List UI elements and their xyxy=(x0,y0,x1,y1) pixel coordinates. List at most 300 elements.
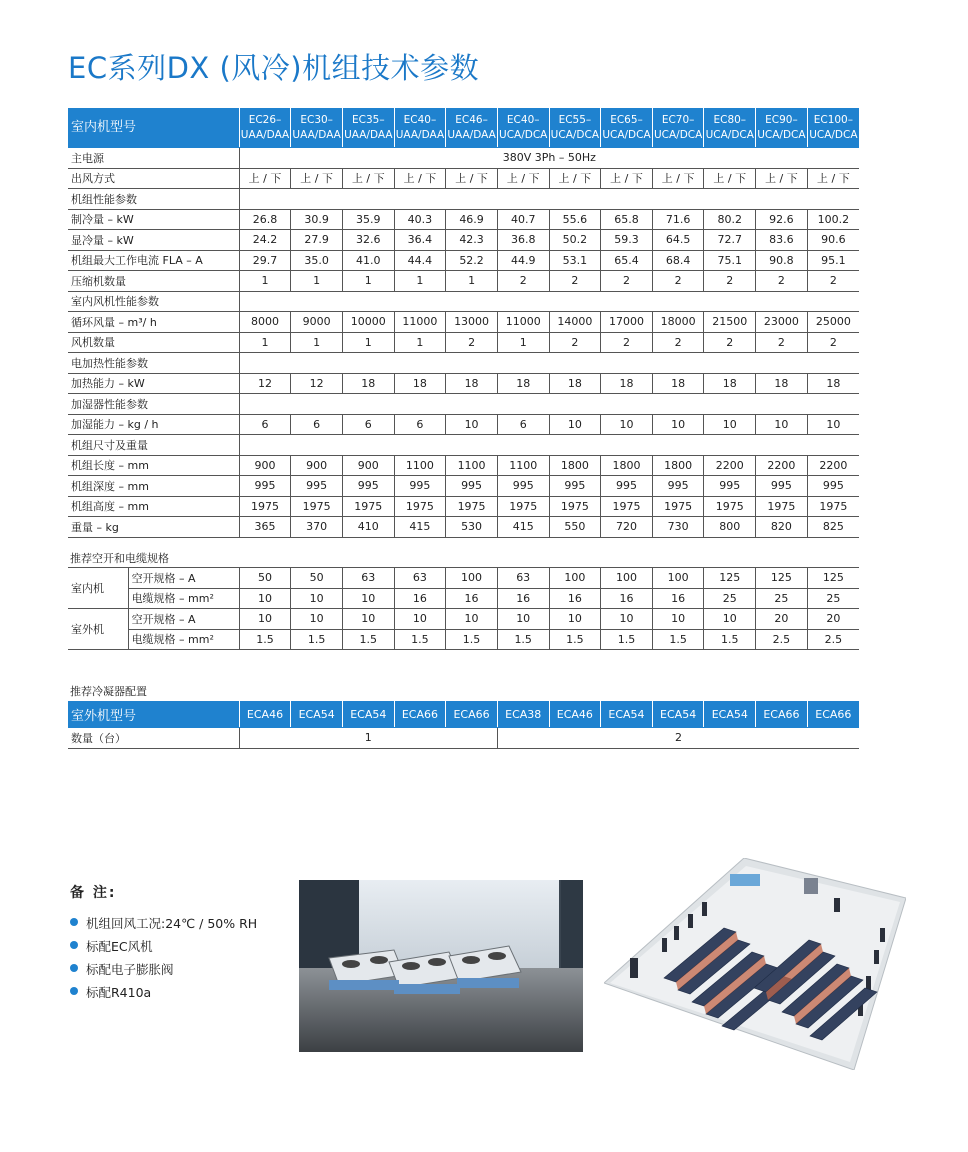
table-row xyxy=(68,230,859,251)
value-cell: 365 xyxy=(239,517,291,538)
value-cell: 25 xyxy=(807,588,859,609)
value-cell: 18 xyxy=(549,373,601,394)
model-name: EC26– xyxy=(248,113,282,126)
value-cell: 1975 xyxy=(601,496,653,517)
value-cell: 44.4 xyxy=(394,250,446,271)
value-cell: 1975 xyxy=(497,496,549,517)
value-cell: 65.8 xyxy=(601,209,653,230)
value-cell: 10 xyxy=(394,609,446,630)
value-cell: 75.1 xyxy=(704,250,756,271)
value-cell: 995 xyxy=(549,476,601,497)
value-cell: 2200 xyxy=(807,455,859,476)
model-header xyxy=(601,108,653,148)
value-cell: 1 xyxy=(291,332,343,353)
row-label: 显冷量 – kW xyxy=(68,230,239,251)
model-header: ECA54 xyxy=(652,701,704,728)
value-cell: 2.5 xyxy=(756,629,808,650)
note-item xyxy=(70,960,257,975)
model-header xyxy=(394,108,446,148)
model-name: EC80– xyxy=(713,113,747,126)
model-header xyxy=(497,108,549,148)
model-header: ECA54 xyxy=(291,701,343,728)
model-name: EC46– xyxy=(455,113,488,126)
value-cell: 68.4 xyxy=(652,250,704,271)
value-cell: 2 xyxy=(601,332,653,353)
value-cell: 2 xyxy=(756,271,808,292)
row-label: 空开规格 – A xyxy=(128,609,239,630)
value-cell: 6 xyxy=(394,414,446,435)
value-cell: 9000 xyxy=(291,312,343,333)
table-row xyxy=(68,353,859,374)
value-cell: 900 xyxy=(342,455,394,476)
table-row xyxy=(68,476,859,497)
table-row xyxy=(68,496,859,517)
value-cell: 2 xyxy=(807,271,859,292)
value-cell: 995 xyxy=(446,476,498,497)
model-variant: UCA/DCA xyxy=(757,128,806,141)
value-cell: 59.3 xyxy=(601,230,653,251)
value-cell: 1975 xyxy=(291,496,343,517)
value-cell: 1.5 xyxy=(291,629,343,650)
value-cell: 上 / 下 xyxy=(394,168,446,189)
value-cell: 10000 xyxy=(342,312,394,333)
value-cell: 11000 xyxy=(394,312,446,333)
row-label: 空开规格 – A xyxy=(128,568,239,589)
bullet-icon xyxy=(70,918,78,926)
model-variant: UCA/DCA xyxy=(653,128,703,141)
table-row xyxy=(68,271,859,292)
value-cell: 995 xyxy=(497,476,549,497)
value-cell: 10 xyxy=(549,609,601,630)
value-cell: 46.9 xyxy=(446,209,498,230)
model-name: EC30– xyxy=(300,113,333,126)
datacenter-illustration xyxy=(604,858,906,1070)
value-cell: 上 / 下 xyxy=(756,168,808,189)
model-header: ECA38 xyxy=(497,701,549,728)
value-cell: 17000 xyxy=(601,312,653,333)
value-cell: 55.6 xyxy=(549,209,601,230)
value-cell: 995 xyxy=(342,476,394,497)
value-cell: 820 xyxy=(756,517,808,538)
value-cell: 1.5 xyxy=(394,629,446,650)
value-cell: 63 xyxy=(394,568,446,589)
value-cell: 40.7 xyxy=(497,209,549,230)
value-cell: 35.9 xyxy=(342,209,394,230)
row-label: 电缆规格 – mm² xyxy=(128,629,239,650)
value-cell: 995 xyxy=(807,476,859,497)
value-cell: 6 xyxy=(497,414,549,435)
value-cell: 1.5 xyxy=(239,629,291,650)
header-label: 室内机型号 xyxy=(68,108,239,148)
note-text: 标配R410a xyxy=(86,985,152,1000)
value-cell: 995 xyxy=(652,476,704,497)
value-cell: 上 / 下 xyxy=(704,168,756,189)
model-header: ECA46 xyxy=(239,701,291,728)
value-cell: 上 / 下 xyxy=(239,168,291,189)
value-cell: 10 xyxy=(497,609,549,630)
value-cell: 16 xyxy=(497,588,549,609)
value-cell: 25 xyxy=(756,588,808,609)
model-variant: UCA/DCA xyxy=(809,128,858,141)
value-cell: 18 xyxy=(342,373,394,394)
value-cell: 1100 xyxy=(497,455,549,476)
value-cell: 2 xyxy=(652,332,704,353)
value-cell: 90.6 xyxy=(807,230,859,251)
value-cell: 95.1 xyxy=(807,250,859,271)
value-cell: 2 xyxy=(446,332,498,353)
value-cell: 900 xyxy=(239,455,291,476)
table-row xyxy=(68,517,859,538)
page-title: EC系列DX (风冷)机组技术参数 xyxy=(68,51,480,85)
value-cell: 1 xyxy=(291,271,343,292)
section-label: 机组尺寸及重量 xyxy=(68,435,239,456)
value-cell: 10 xyxy=(239,588,291,609)
value-cell: 18 xyxy=(497,373,549,394)
value-cell: 50.2 xyxy=(549,230,601,251)
value-cell: 2.5 xyxy=(807,629,859,650)
value-cell: 23000 xyxy=(756,312,808,333)
value-cell: 1800 xyxy=(549,455,601,476)
value-cell: 18 xyxy=(652,373,704,394)
model-variant: UCA/DCA xyxy=(550,128,600,141)
value-cell: 16 xyxy=(601,588,653,609)
model-header xyxy=(756,108,808,148)
model-name: EC90– xyxy=(765,113,798,126)
value-cell: 29.7 xyxy=(239,250,291,271)
value-cell: 1.5 xyxy=(601,629,653,650)
note-item xyxy=(70,983,257,998)
row-label: 风机数量 xyxy=(68,332,239,353)
value-cell: 80.2 xyxy=(704,209,756,230)
row-label: 制冷量 – kW xyxy=(68,209,239,230)
span-value: 380V 3Ph – 50Hz xyxy=(239,148,859,169)
condenser-title: 推荐冷凝器配置 xyxy=(70,685,147,698)
row-label: 数量（台） xyxy=(68,728,239,749)
model-header: ECA54 xyxy=(342,701,394,728)
value-cell: 410 xyxy=(342,517,394,538)
table-row xyxy=(68,435,859,456)
value-cell: 1975 xyxy=(807,496,859,517)
model-variant: UAA/DAA xyxy=(447,128,496,141)
model-header xyxy=(807,108,859,148)
value-cell: 上 / 下 xyxy=(342,168,394,189)
table-row xyxy=(68,455,859,476)
value-cell: 25000 xyxy=(807,312,859,333)
model-name: EC70– xyxy=(661,113,695,126)
value-cell: 41.0 xyxy=(342,250,394,271)
value-cell: 995 xyxy=(394,476,446,497)
value-cell: 18 xyxy=(394,373,446,394)
note-item xyxy=(70,914,257,929)
value-cell: 1.5 xyxy=(446,629,498,650)
model-header: ECA66 xyxy=(756,701,808,728)
value-cell: 13000 xyxy=(446,312,498,333)
value-cell: 995 xyxy=(291,476,343,497)
value-cell: 18000 xyxy=(652,312,704,333)
value-cell: 10 xyxy=(446,609,498,630)
value-cell: 1 xyxy=(497,332,549,353)
value-cell: 12 xyxy=(239,373,291,394)
value-cell: 995 xyxy=(239,476,291,497)
value-cell: 71.6 xyxy=(652,209,704,230)
section-label: 加湿器性能参数 xyxy=(68,394,239,415)
value-cell: 11000 xyxy=(497,312,549,333)
value-cell: 20 xyxy=(807,609,859,630)
value-cell: 995 xyxy=(704,476,756,497)
value-cell: 18 xyxy=(807,373,859,394)
value-cell: 1975 xyxy=(652,496,704,517)
model-header: ECA54 xyxy=(601,701,653,728)
value-cell: 1.5 xyxy=(497,629,549,650)
value-cell: 720 xyxy=(601,517,653,538)
row-label: 重量 – kg xyxy=(68,517,239,538)
section-filler xyxy=(239,353,859,374)
value-cell: 35.0 xyxy=(291,250,343,271)
value-cell: 2 xyxy=(807,332,859,353)
row-label: 机组最大工作电流 FLA – A xyxy=(68,250,239,271)
value-cell: 上 / 下 xyxy=(291,168,343,189)
value-cell: 125 xyxy=(756,568,808,589)
qty-cell: 2 xyxy=(497,728,859,749)
value-cell: 2 xyxy=(704,332,756,353)
table-row xyxy=(68,414,859,435)
value-cell: 1.5 xyxy=(549,629,601,650)
value-cell: 1.5 xyxy=(704,629,756,650)
model-header xyxy=(291,108,343,148)
table-row xyxy=(68,312,859,333)
table-header-row xyxy=(68,108,859,148)
value-cell: 50 xyxy=(291,568,343,589)
model-variant: UAA/DAA xyxy=(292,128,341,141)
model-variant: UAA/DAA xyxy=(344,128,393,141)
value-cell: 12 xyxy=(291,373,343,394)
value-cell: 100 xyxy=(652,568,704,589)
table-header-row xyxy=(68,701,859,728)
value-cell: 995 xyxy=(756,476,808,497)
section-label: 机组性能参数 xyxy=(68,189,239,210)
model-header xyxy=(652,108,704,148)
value-cell: 32.6 xyxy=(342,230,394,251)
value-cell: 1975 xyxy=(394,496,446,517)
value-cell: 8000 xyxy=(239,312,291,333)
group-label: 室内机 xyxy=(68,568,128,609)
spec-table xyxy=(68,108,859,538)
bullet-icon xyxy=(70,941,78,949)
value-cell: 10 xyxy=(446,414,498,435)
model-header: ECA46 xyxy=(549,701,601,728)
value-cell: 1975 xyxy=(549,496,601,517)
value-cell: 100 xyxy=(549,568,601,589)
value-cell: 10 xyxy=(807,414,859,435)
value-cell: 800 xyxy=(704,517,756,538)
section-filler xyxy=(239,394,859,415)
note-text: 标配EC风机 xyxy=(86,939,153,954)
value-cell: 1 xyxy=(342,271,394,292)
row-label: 出风方式 xyxy=(68,168,239,189)
value-cell: 1100 xyxy=(446,455,498,476)
value-cell: 上 / 下 xyxy=(549,168,601,189)
header-label: 室外机型号 xyxy=(68,701,239,728)
table-row xyxy=(68,250,859,271)
value-cell: 53.1 xyxy=(549,250,601,271)
table-row xyxy=(68,291,859,312)
value-cell: 550 xyxy=(549,517,601,538)
condenser-table xyxy=(68,701,859,749)
bullet-icon xyxy=(70,964,78,972)
value-cell: 上 / 下 xyxy=(601,168,653,189)
value-cell: 18 xyxy=(704,373,756,394)
section-filler xyxy=(239,435,859,456)
note-text: 机组回风工况:24℃ / 50% RH xyxy=(86,916,258,931)
value-cell: 1975 xyxy=(704,496,756,517)
model-header xyxy=(704,108,756,148)
section-label: 电加热性能参数 xyxy=(68,353,239,374)
row-label: 电缆规格 – mm² xyxy=(128,588,239,609)
value-cell: 2 xyxy=(652,271,704,292)
value-cell: 10 xyxy=(652,609,704,630)
bullet-icon xyxy=(70,987,78,995)
model-variant: UCA/DCA xyxy=(705,128,754,141)
value-cell: 36.8 xyxy=(497,230,549,251)
value-cell: 10 xyxy=(342,609,394,630)
value-cell: 10 xyxy=(291,609,343,630)
value-cell: 14000 xyxy=(549,312,601,333)
model-name: EC65– xyxy=(610,113,643,126)
value-cell: 50 xyxy=(239,568,291,589)
value-cell: 1100 xyxy=(394,455,446,476)
model-name: EC55– xyxy=(558,113,592,126)
value-cell: 2 xyxy=(549,332,601,353)
model-variant: UCA/DCA xyxy=(499,128,548,141)
model-header xyxy=(549,108,601,148)
value-cell: 2 xyxy=(497,271,549,292)
row-label: 机组长度 – mm xyxy=(68,455,239,476)
value-cell: 25 xyxy=(704,588,756,609)
value-cell: 16 xyxy=(394,588,446,609)
value-cell: 上 / 下 xyxy=(652,168,704,189)
model-header: ECA66 xyxy=(807,701,859,728)
value-cell: 6 xyxy=(342,414,394,435)
value-cell: 24.2 xyxy=(239,230,291,251)
value-cell: 10 xyxy=(291,588,343,609)
value-cell: 1 xyxy=(342,332,394,353)
model-variant: UAA/DAA xyxy=(395,128,445,141)
value-cell: 18 xyxy=(601,373,653,394)
row-label: 加湿能力 – kg / h xyxy=(68,414,239,435)
value-cell: 100 xyxy=(446,568,498,589)
value-cell: 63 xyxy=(342,568,394,589)
value-cell: 44.9 xyxy=(497,250,549,271)
value-cell: 上 / 下 xyxy=(446,168,498,189)
value-cell: 16 xyxy=(652,588,704,609)
breaker-table xyxy=(68,567,859,650)
model-header: ECA54 xyxy=(704,701,756,728)
group-label: 室外机 xyxy=(68,609,128,650)
value-cell: 100 xyxy=(601,568,653,589)
row-label: 机组深度 – mm xyxy=(68,476,239,497)
qty-cell: 1 xyxy=(239,728,497,749)
model-header xyxy=(342,108,394,148)
value-cell: 64.5 xyxy=(652,230,704,251)
value-cell: 370 xyxy=(291,517,343,538)
table-row xyxy=(68,728,859,749)
notes-title: 备 注: xyxy=(70,885,117,901)
value-cell: 72.7 xyxy=(704,230,756,251)
value-cell: 1975 xyxy=(446,496,498,517)
value-cell: 2200 xyxy=(756,455,808,476)
value-cell: 92.6 xyxy=(756,209,808,230)
value-cell: 52.2 xyxy=(446,250,498,271)
table-row xyxy=(68,629,859,650)
value-cell: 1 xyxy=(446,271,498,292)
value-cell: 730 xyxy=(652,517,704,538)
value-cell: 36.4 xyxy=(394,230,446,251)
value-cell: 125 xyxy=(807,568,859,589)
row-label: 主电源 xyxy=(68,148,239,169)
value-cell: 1975 xyxy=(342,496,394,517)
value-cell: 1 xyxy=(239,332,291,353)
value-cell: 42.3 xyxy=(446,230,498,251)
value-cell: 40.3 xyxy=(394,209,446,230)
value-cell: 10 xyxy=(342,588,394,609)
value-cell: 10 xyxy=(549,414,601,435)
model-name: EC40– xyxy=(506,113,540,126)
value-cell: 2 xyxy=(704,271,756,292)
model-name: EC35– xyxy=(352,113,385,126)
value-cell: 1 xyxy=(394,332,446,353)
value-cell: 530 xyxy=(446,517,498,538)
value-cell: 18 xyxy=(446,373,498,394)
note-text: 标配电子膨胀阀 xyxy=(86,962,174,977)
value-cell: 415 xyxy=(497,517,549,538)
value-cell: 30.9 xyxy=(291,209,343,230)
row-label: 机组高度 – mm xyxy=(68,496,239,517)
value-cell: 65.4 xyxy=(601,250,653,271)
value-cell: 2 xyxy=(756,332,808,353)
value-cell: 10 xyxy=(704,609,756,630)
breaker-title: 推荐空开和电缆规格 xyxy=(70,552,169,565)
value-cell: 20 xyxy=(756,609,808,630)
model-variant: UCA/DCA xyxy=(602,128,651,141)
notes-list xyxy=(70,914,257,1006)
condenser-photo xyxy=(299,880,583,1052)
value-cell: 10 xyxy=(601,414,653,435)
value-cell: 上 / 下 xyxy=(807,168,859,189)
value-cell: 2200 xyxy=(704,455,756,476)
value-cell: 27.9 xyxy=(291,230,343,251)
value-cell: 16 xyxy=(549,588,601,609)
value-cell: 6 xyxy=(239,414,291,435)
model-header xyxy=(446,108,498,148)
value-cell: 10 xyxy=(601,609,653,630)
value-cell: 900 xyxy=(291,455,343,476)
value-cell: 1800 xyxy=(652,455,704,476)
table-row xyxy=(68,189,859,210)
table-row xyxy=(68,609,859,630)
table-row xyxy=(68,168,859,189)
section-filler xyxy=(239,291,859,312)
value-cell: 825 xyxy=(807,517,859,538)
value-cell: 83.6 xyxy=(756,230,808,251)
model-name: EC100– xyxy=(813,113,853,126)
section-label: 室内风机性能参数 xyxy=(68,291,239,312)
value-cell: 2 xyxy=(601,271,653,292)
model-name: EC40– xyxy=(403,113,437,126)
value-cell: 415 xyxy=(394,517,446,538)
value-cell: 995 xyxy=(601,476,653,497)
value-cell: 26.8 xyxy=(239,209,291,230)
value-cell: 2 xyxy=(549,271,601,292)
